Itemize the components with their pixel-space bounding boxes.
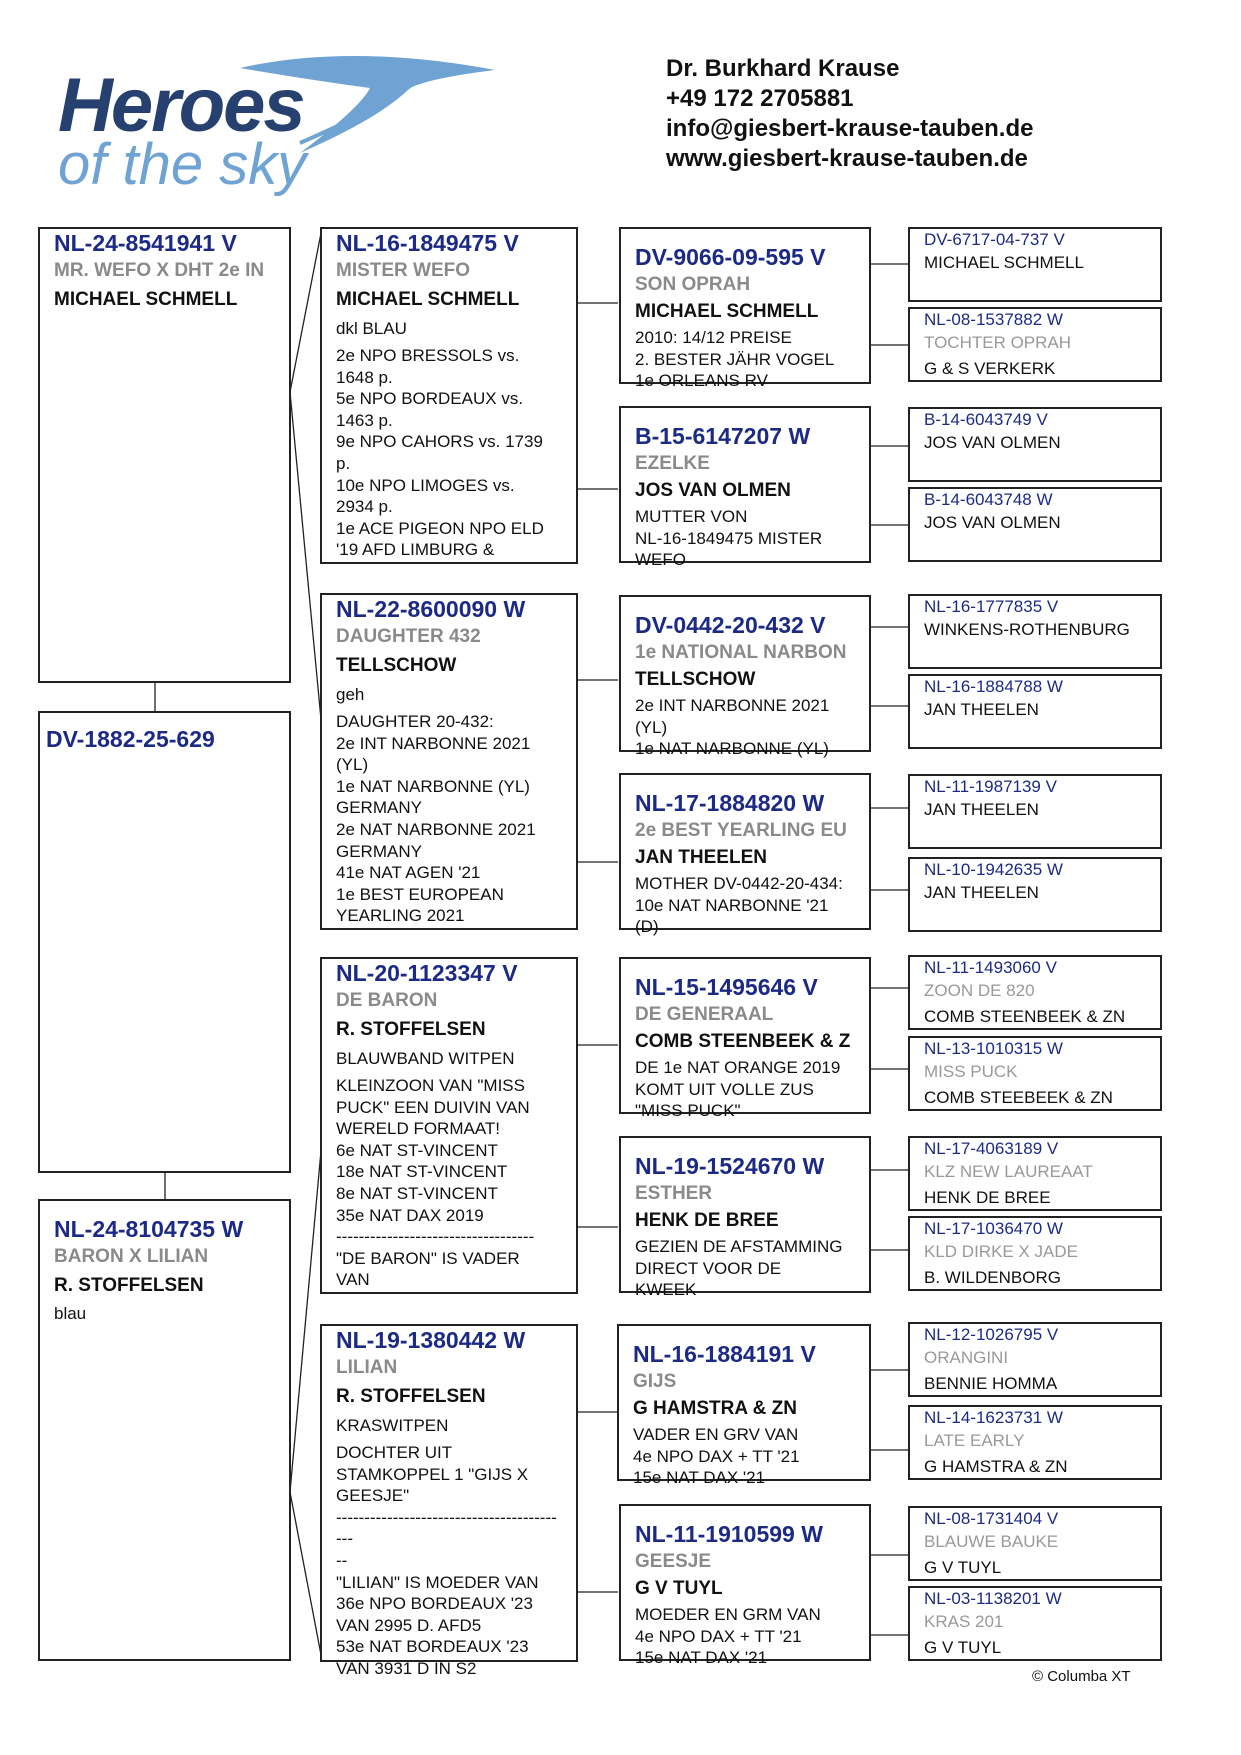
ring-number: B-15-6147207 W	[635, 423, 811, 449]
breeder-name: HENK DE BREE	[924, 1188, 1051, 1207]
pigeon-notes: DOCHTER UIT STAMKOPPEL 1 "GIJS X GEESJE" ------------------------------------------ -- "LILIAN" IS MOEDER VAN 36e NPO BORDEAUX '23 VAN 2995 D. AFD5 53e NAT BORDEAUX '23 VAN 3931 D IN S2	[336, 1443, 557, 1678]
pigeon-name: 1e NATIONAL NARBON	[635, 642, 847, 663]
ring-number: NL-19-1524670 W	[635, 1153, 825, 1179]
ring-number: NL-16-1884788 W	[924, 677, 1063, 696]
breeder-name: B. WILDENBORG	[924, 1268, 1061, 1287]
breeder-name: JAN THEELEN	[924, 700, 1039, 719]
great-grandparent-card[interactable]	[908, 857, 1162, 932]
breeder-name: JAN THEELEN	[924, 800, 1039, 819]
parent-card-dam[interactable]	[320, 593, 578, 930]
pigeon-color: geh	[336, 685, 365, 704]
pigeon-name: TOCHTER OPRAH	[924, 333, 1072, 352]
pigeon-name: KLD DIRKE X JADE	[924, 1242, 1078, 1261]
great-grandparent-card[interactable]	[908, 674, 1162, 749]
pigeon-notes: KLEINZOON VAN "MISS PUCK" EEN DUIVIN VAN WERELD FORMAAT! 6e NAT ST-VINCENT 18e NAT ST-VINCENT 8e NAT ST-VINCENT 35e NAT DAX 2019 ----------------------------------- "DE BARON" IS VADER VAN	[336, 1076, 535, 1290]
breeder-name: G V TUYL	[924, 1638, 1002, 1657]
ring-number: NL-20-1123347 V	[336, 960, 518, 986]
breeder-name: TELLSCHOW	[336, 655, 457, 676]
contact-website[interactable]: www.giesbert-krause-tauben.de	[666, 145, 1028, 172]
great-grandparent-card[interactable]	[908, 1405, 1162, 1480]
great-grandparent-card[interactable]	[908, 227, 1162, 302]
breeder-name: MICHAEL SCHMELL	[635, 301, 819, 322]
breeder-name: BENNIE HOMMA	[924, 1374, 1058, 1393]
copyright-notice: © Columba XT	[1032, 1668, 1131, 1685]
breeder-name: G V TUYL	[635, 1578, 723, 1599]
ring-number: NL-16-1884191 V	[633, 1341, 816, 1367]
ring-number: NL-10-1942635 W	[924, 860, 1063, 879]
breeder-name: WINKENS-ROTHENBURG	[924, 620, 1130, 639]
parent-card-partner-dam[interactable]	[320, 1324, 578, 1678]
contact-phone[interactable]: +49 172 2705881	[666, 85, 854, 112]
ring-number: NL-03-1138201 W	[924, 1589, 1062, 1608]
pigeon-name: EZELKE	[635, 453, 710, 474]
grandparent-card[interactable]	[619, 1136, 871, 1300]
pigeon-name: DAUGHTER 432	[336, 626, 481, 647]
subject-pigeon-card[interactable]	[38, 227, 291, 683]
breeder-name: MICHAEL SCHMELL	[336, 289, 520, 310]
breeder-name: COMB STEEBEEK & ZN	[924, 1088, 1113, 1107]
ring-number: NL-22-8600090 W	[336, 596, 526, 622]
pigeon-color: BLAUWBAND WITPEN	[336, 1049, 515, 1068]
pigeon-notes: 2010: 14/12 PREISE 2. BESTER JÄHR VOGEL 1e ORLEANS RV	[635, 328, 835, 391]
pigeon-name: DE BARON	[336, 990, 438, 1011]
ring-number: DV-9066-09-595 V	[635, 244, 826, 270]
contact-email[interactable]: info@giesbert-krause-tauben.de	[666, 115, 1034, 142]
pigeon-name: MR. WEFO X DHT 2e IN	[54, 260, 265, 281]
ring-number: DV-0442-20-432 V	[635, 612, 826, 638]
owner-card[interactable]	[38, 711, 291, 1173]
ring-number: NL-13-1010315 W	[924, 1039, 1063, 1058]
pigeon-notes: 2e NPO BRESSOLS vs. 1648 p. 5e NPO BORDEAUX vs. 1463 p. 9e NPO CAHORS vs. 1739 p. 10e NPO LIMOGES vs. 2934 p. 1e ACE PIGEON NPO ELD '19 AFD LIMBURG &	[336, 346, 544, 560]
owner-ring-number: DV-1882-25-629	[46, 726, 215, 752]
ring-number: B-14-6043748 W	[924, 490, 1053, 509]
pigeon-name: KRAS 201	[924, 1612, 1004, 1631]
great-grandparent-card[interactable]	[908, 1322, 1162, 1397]
pigeon-name: LATE EARLY	[924, 1431, 1025, 1450]
breeder-name: MICHAEL SCHMELL	[924, 253, 1084, 272]
breeder-name: TELLSCHOW	[635, 669, 756, 690]
breeder-name: G HAMSTRA & ZN	[633, 1398, 797, 1419]
breeder-name: R. STOFFELSEN	[336, 1386, 486, 1407]
ring-number: NL-14-1623731 W	[924, 1408, 1063, 1427]
pigeon-notes: GEZIEN DE AFSTAMMING DIRECT VOOR DE KWEEK	[635, 1237, 843, 1300]
breeder-name: HENK DE BREE	[635, 1210, 779, 1231]
great-grandparent-card[interactable]	[908, 487, 1162, 562]
ring-number: NL-08-1731404 V	[924, 1509, 1059, 1528]
logo-heroes: Heroes	[58, 63, 304, 148]
pigeon-name: MISTER WEFO	[336, 260, 471, 281]
pigeon-name: GIJS	[633, 1371, 677, 1392]
breeder-name: R. STOFFELSEN	[54, 1275, 204, 1296]
grandparent-card[interactable]	[619, 773, 871, 937]
logo-of-the-sky: of the sky	[58, 132, 307, 197]
ring-number: NL-16-1777835 V	[924, 597, 1059, 616]
ring-number: NL-24-8104735 W	[54, 1216, 244, 1242]
breeder-name: G V TUYL	[924, 1558, 1002, 1577]
great-grandparent-card[interactable]	[908, 1036, 1162, 1111]
pigeon-name: ESTHER	[635, 1183, 713, 1204]
pigeon-name: SON OPRAH	[635, 274, 751, 295]
pigeon-color: blau	[54, 1304, 87, 1323]
breeder-name: JOS VAN OLMEN	[924, 433, 1061, 452]
breeder-name: COMB STEENBEEK & ZN	[924, 1007, 1126, 1026]
great-grandparent-card[interactable]	[908, 1136, 1162, 1211]
breeder-name: JAN THEELEN	[924, 883, 1039, 902]
ring-number: NL-12-1026795 V	[924, 1325, 1059, 1344]
breeder-name: COMB STEENBEEK & Z	[635, 1031, 851, 1052]
ring-number: NL-24-8541941 V	[54, 230, 237, 256]
pigeon-notes: DE 1e NAT ORANGE 2019 KOMT UIT VOLLE ZUS "MISS PUCK"	[635, 1058, 841, 1121]
great-grandparent-card[interactable]	[908, 307, 1162, 382]
ring-number: NL-08-1537882 W	[924, 310, 1063, 329]
pigeon-name: KLZ NEW LAUREAAT	[924, 1162, 1093, 1181]
pigeon-notes: 2e INT NARBONNE 2021 (YL) 1e NAT NARBONNE (YL)	[635, 696, 830, 759]
pigeon-name: LILIAN	[336, 1357, 398, 1378]
pigeon-name: MISS PUCK	[924, 1062, 1018, 1081]
breeder-name: G HAMSTRA & ZN	[924, 1457, 1068, 1476]
grandparent-card[interactable]	[619, 227, 871, 391]
pigeon-notes: MOEDER EN GRM VAN 4e NPO DAX + TT '21 15e NAT DAX '21	[635, 1605, 821, 1668]
contact-name: Dr. Burkhard Krause	[666, 55, 900, 82]
pigeon-name: 2e BEST YEARLING EU	[635, 820, 847, 841]
grandparent-card[interactable]	[619, 957, 871, 1121]
breeder-name: JOS VAN OLMEN	[635, 480, 791, 501]
pigeon-name: GEESJE	[635, 1551, 712, 1572]
pigeon-notes: MUTTER VON NL-16-1849475 MISTER WEFO	[635, 507, 823, 570]
great-grandparent-card[interactable]	[908, 955, 1162, 1030]
ring-number: NL-11-1910599 W	[635, 1521, 823, 1547]
pigeon-name: BARON X LILIAN	[54, 1246, 209, 1267]
breeder-name: JAN THEELEN	[635, 847, 767, 868]
great-grandparent-card[interactable]	[908, 1586, 1162, 1661]
grandparent-card[interactable]	[619, 406, 871, 570]
grandparent-card[interactable]	[617, 1324, 871, 1488]
ring-number: NL-15-1495646 V	[635, 974, 818, 1000]
pigeon-name: DE GENERAAL	[635, 1004, 774, 1025]
pigeon-name: ZOON DE 820	[924, 981, 1035, 1000]
ring-number: B-14-6043749 V	[924, 410, 1048, 429]
great-grandparent-card[interactable]	[908, 774, 1162, 849]
ring-number: NL-16-1849475 V	[336, 230, 519, 256]
pigeon-notes: VADER EN GRV VAN 4e NPO DAX + TT '21 15e NAT DAX '21	[633, 1425, 800, 1488]
pigeon-notes: MOTHER DV-0442-20-434: 10e NAT NARBONNE '21 (D)	[635, 874, 843, 937]
ring-number: NL-17-4063189 V	[924, 1139, 1059, 1158]
great-grandparent-card[interactable]	[908, 1216, 1162, 1291]
breeder-name: JOS VAN OLMEN	[924, 513, 1061, 532]
grandparent-card[interactable]	[619, 1504, 871, 1668]
ring-number: DV-6717-04-737 V	[924, 230, 1065, 249]
breeder-name: G & S VERKERK	[924, 359, 1056, 378]
great-grandparent-card[interactable]	[908, 407, 1162, 482]
breeder-name: MICHAEL SCHMELL	[54, 289, 238, 310]
grandparent-card[interactable]	[619, 595, 871, 759]
pigeon-color: dkl BLAU	[336, 319, 407, 338]
ring-number: NL-11-1493060 V	[924, 958, 1057, 977]
ring-number: NL-17-1884820 W	[635, 790, 825, 816]
parent-card-sire[interactable]	[320, 227, 578, 564]
ring-number: NL-17-1036470 W	[924, 1219, 1063, 1238]
pigeon-name: BLAUWE BAUKE	[924, 1532, 1059, 1551]
pigeon-notes: DAUGHTER 20-432: 2e INT NARBONNE 2021 (YL) 1e NAT NARBONNE (YL) GERMANY 2e NAT NARBONNE 2021 GERMANY 41e NAT AGEN '21 1e BEST EUROPEAN YEARLING 2021	[336, 712, 536, 926]
pigeon-color: KRASWITPEN	[336, 1416, 449, 1435]
pigeon-name: ORANGINI	[924, 1348, 1009, 1367]
ring-number: NL-11-1987139 V	[924, 777, 1057, 796]
breeder-name: R. STOFFELSEN	[336, 1019, 486, 1040]
great-grandparent-card[interactable]	[908, 1506, 1162, 1581]
ring-number: NL-19-1380442 W	[336, 1327, 526, 1353]
parent-card-partner-sire[interactable]	[320, 957, 578, 1294]
partner-pigeon-card[interactable]	[38, 1199, 291, 1661]
great-grandparent-card[interactable]	[908, 594, 1162, 669]
